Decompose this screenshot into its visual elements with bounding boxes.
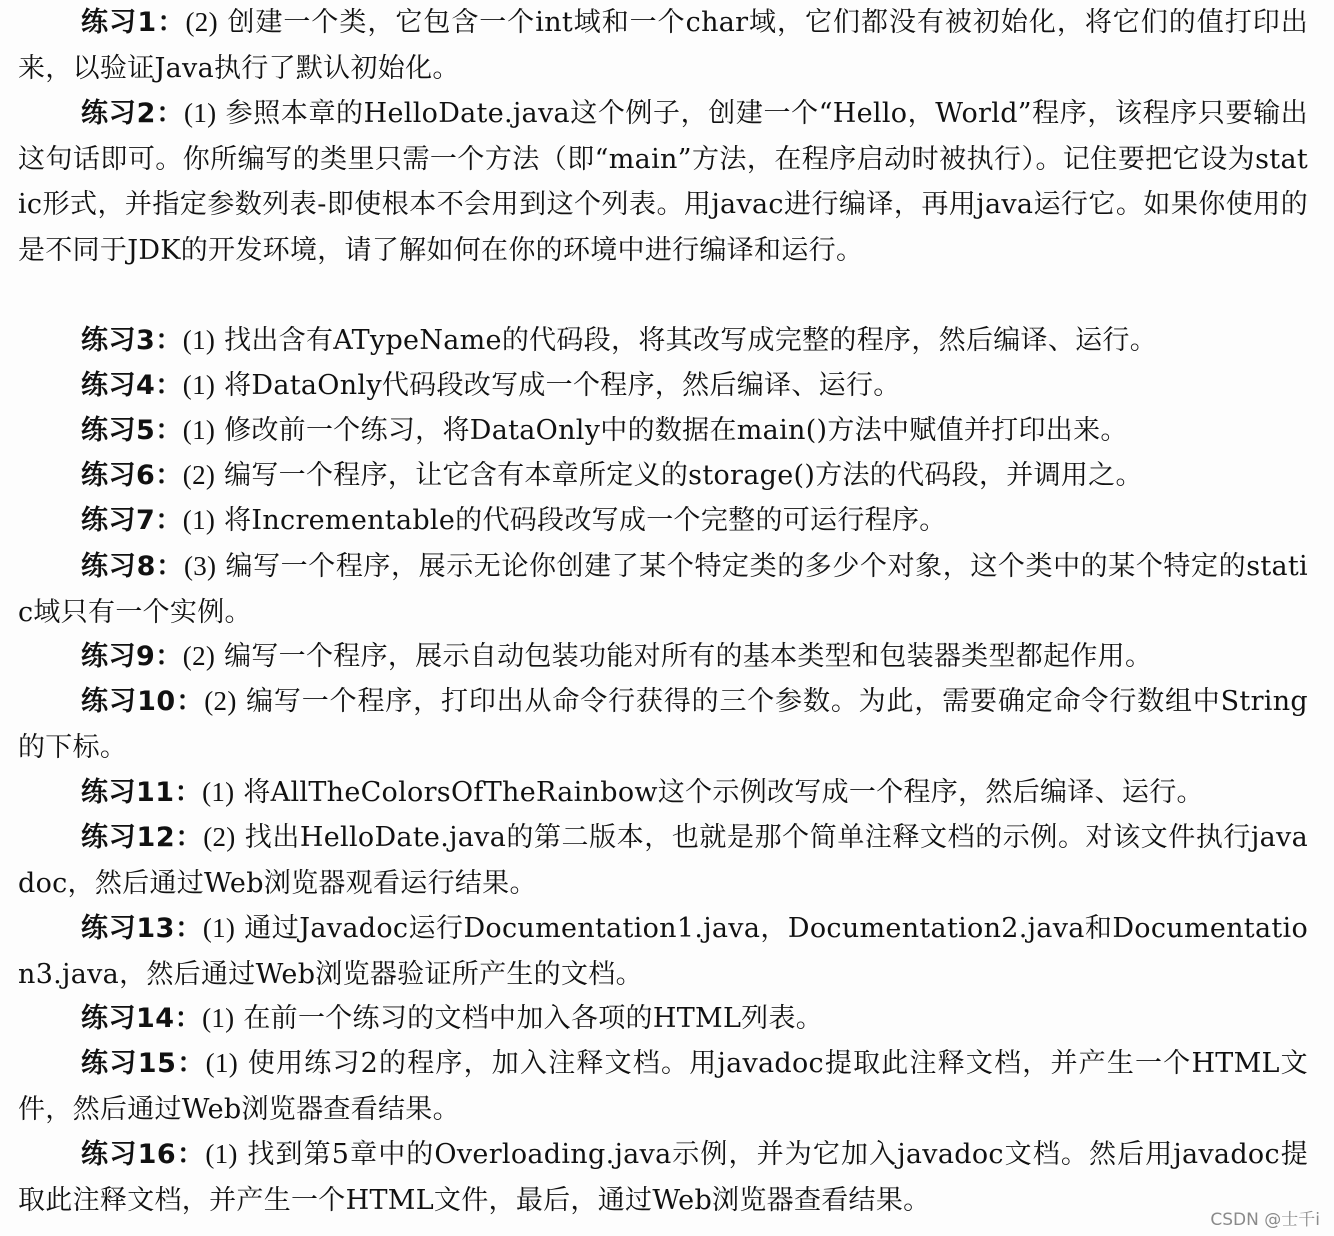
exercise-difficulty: (1): [184, 98, 217, 128]
exercise-difficulty: (2): [182, 641, 216, 671]
exercise-difficulty: (1): [205, 1139, 238, 1169]
exercise-difficulty: (2): [182, 460, 216, 490]
exercise-heading: 练习10：: [81, 686, 205, 717]
exercise-text: 找出HelloDate.java的第二版本，也就是那个简单注释文档的示例。对该文件执行javadoc，然后通过Web浏览器观看运行结果。: [18, 822, 1308, 899]
exercise-difficulty: (1): [202, 913, 236, 943]
exercise-heading: 练习13：: [81, 913, 203, 944]
exercise-text: 参照本章的HelloDate.java这个例子，创建一个“Hello，World”程序，该程序只要输出这句话即可。你所编写的类里只需一个方法（即“main”方法，在程序启动时被执行）。记住要把它设为static形式，并指定参数列表-即使根本不会用到这个列表。用javac进行编译，再用java运行它。如果你使用的是不同于JDK的开发环境，请了解如何在你的环境中进行编译和运行。: [18, 98, 1308, 266]
exercise-heading: 练习4：: [81, 370, 183, 401]
exercise-text: 将AllTheColorsOfTheRainbow这个示例改写成一个程序，然后编译、运行。: [234, 777, 1204, 808]
exercise-heading: 练习16：: [81, 1139, 206, 1170]
exercise-heading: 练习14：: [81, 1003, 203, 1034]
exercise-text: 编写一个程序，展示无论你创建了某个特定类的多少个对象，这个类中的某个特定的static域只有一个实例。: [18, 551, 1308, 628]
exercise-6: [18, 453, 1308, 499]
exercise-11: [18, 770, 1308, 816]
exercise-heading: 练习15：: [81, 1048, 206, 1079]
exercise-text: 将DataOnly代码段改写成一个程序，然后编译、运行。: [215, 370, 901, 401]
exercise-difficulty: (1): [202, 1003, 235, 1033]
exercise-3: [18, 318, 1308, 364]
exercise-5: [18, 408, 1308, 454]
exercise-text: 在前一个练习的文档中加入各项的HTML列表。: [234, 1003, 824, 1034]
exercise-text: 找出含有ATypeName的代码段，将其改写成完整的程序，然后编译、运行。: [215, 325, 1158, 356]
exercise-text: 编写一个程序，让它含有本章所定义的storage()方法的代码段，并调用之。: [215, 460, 1143, 491]
exercise-text: 使用练习2的程序，加入注释文档。用javadoc提取此注释文档，并产生一个HTML文件，然后通过Web浏览器查看结果。: [18, 1048, 1308, 1125]
exercise-difficulty: (1): [202, 777, 235, 807]
exercise-difficulty: (1): [182, 370, 216, 400]
exercise-10: [18, 679, 1308, 770]
exercise-14: [18, 996, 1308, 1042]
exercise-difficulty: (1): [205, 1048, 239, 1078]
exercise-text: 将Incrementable的代码段改写成一个完整的可运行程序。: [215, 505, 947, 536]
exercise-9: [18, 634, 1308, 680]
exercise-13: [18, 906, 1308, 997]
exercise-difficulty: (2): [203, 822, 236, 852]
exercise-difficulty: (2): [185, 7, 218, 37]
exercise-4: [18, 363, 1308, 409]
exercise-difficulty: (3): [183, 551, 217, 581]
exercise-text: 创建一个类，它包含一个int域和一个char域，它们都没有被初始化，将它们的值打印出来，以验证Java执行了默认初始化。: [18, 7, 1308, 84]
exercise-heading: 练习12：: [81, 822, 204, 853]
exercise-heading: 练习8：: [81, 551, 184, 582]
exercise-16: [18, 1132, 1308, 1223]
exercise-heading: 练习2：: [81, 98, 185, 129]
exercise-heading: 练习6：: [81, 460, 183, 491]
exercise-heading: 练习5：: [81, 415, 183, 446]
exercise-7: [18, 498, 1308, 544]
exercise-difficulty: (1): [182, 325, 216, 355]
exercise-8: [18, 544, 1308, 635]
exercise-difficulty: (1): [182, 505, 216, 535]
exercise-heading: 练习9：: [81, 641, 183, 672]
exercise-text: 编写一个程序，展示自动包装功能对所有的基本类型和包装器类型都起作用。: [215, 641, 1153, 672]
exercise-difficulty: (2): [204, 686, 237, 716]
exercise-text: 通过Javadoc运行Documentation1.java，Documentation2.java和Documentation3.java，然后通过Web浏览器验证所产生的文档。: [18, 913, 1308, 990]
exercise-difficulty: (1): [182, 415, 216, 445]
exercise-2: [18, 91, 1308, 273]
exercise-1: [18, 0, 1308, 91]
exercise-text: 编写一个程序，打印出从命令行获得的三个参数。为此，需要确定命令行数组中String的下标。: [18, 686, 1309, 763]
exercise-heading: 练习3：: [81, 325, 183, 356]
exercise-15: [18, 1041, 1308, 1132]
exercise-heading: 练习1：: [81, 7, 186, 38]
exercise-text: 修改前一个练习，将DataOnly中的数据在main()方法中赋值并打印出来。: [215, 415, 1128, 446]
csdn-watermark: CSDN @士千i: [1210, 1210, 1320, 1230]
exercise-12: [18, 815, 1308, 906]
exercise-heading: 练习7：: [81, 505, 183, 536]
exercise-heading: 练习11：: [81, 777, 203, 808]
exercise-text: 找到第5章中的Overloading.java示例，并为它加入javadoc文档。然后用javadoc提取此注释文档，并产生一个HTML文件，最后，通过Web浏览器查看结果。: [18, 1139, 1309, 1216]
